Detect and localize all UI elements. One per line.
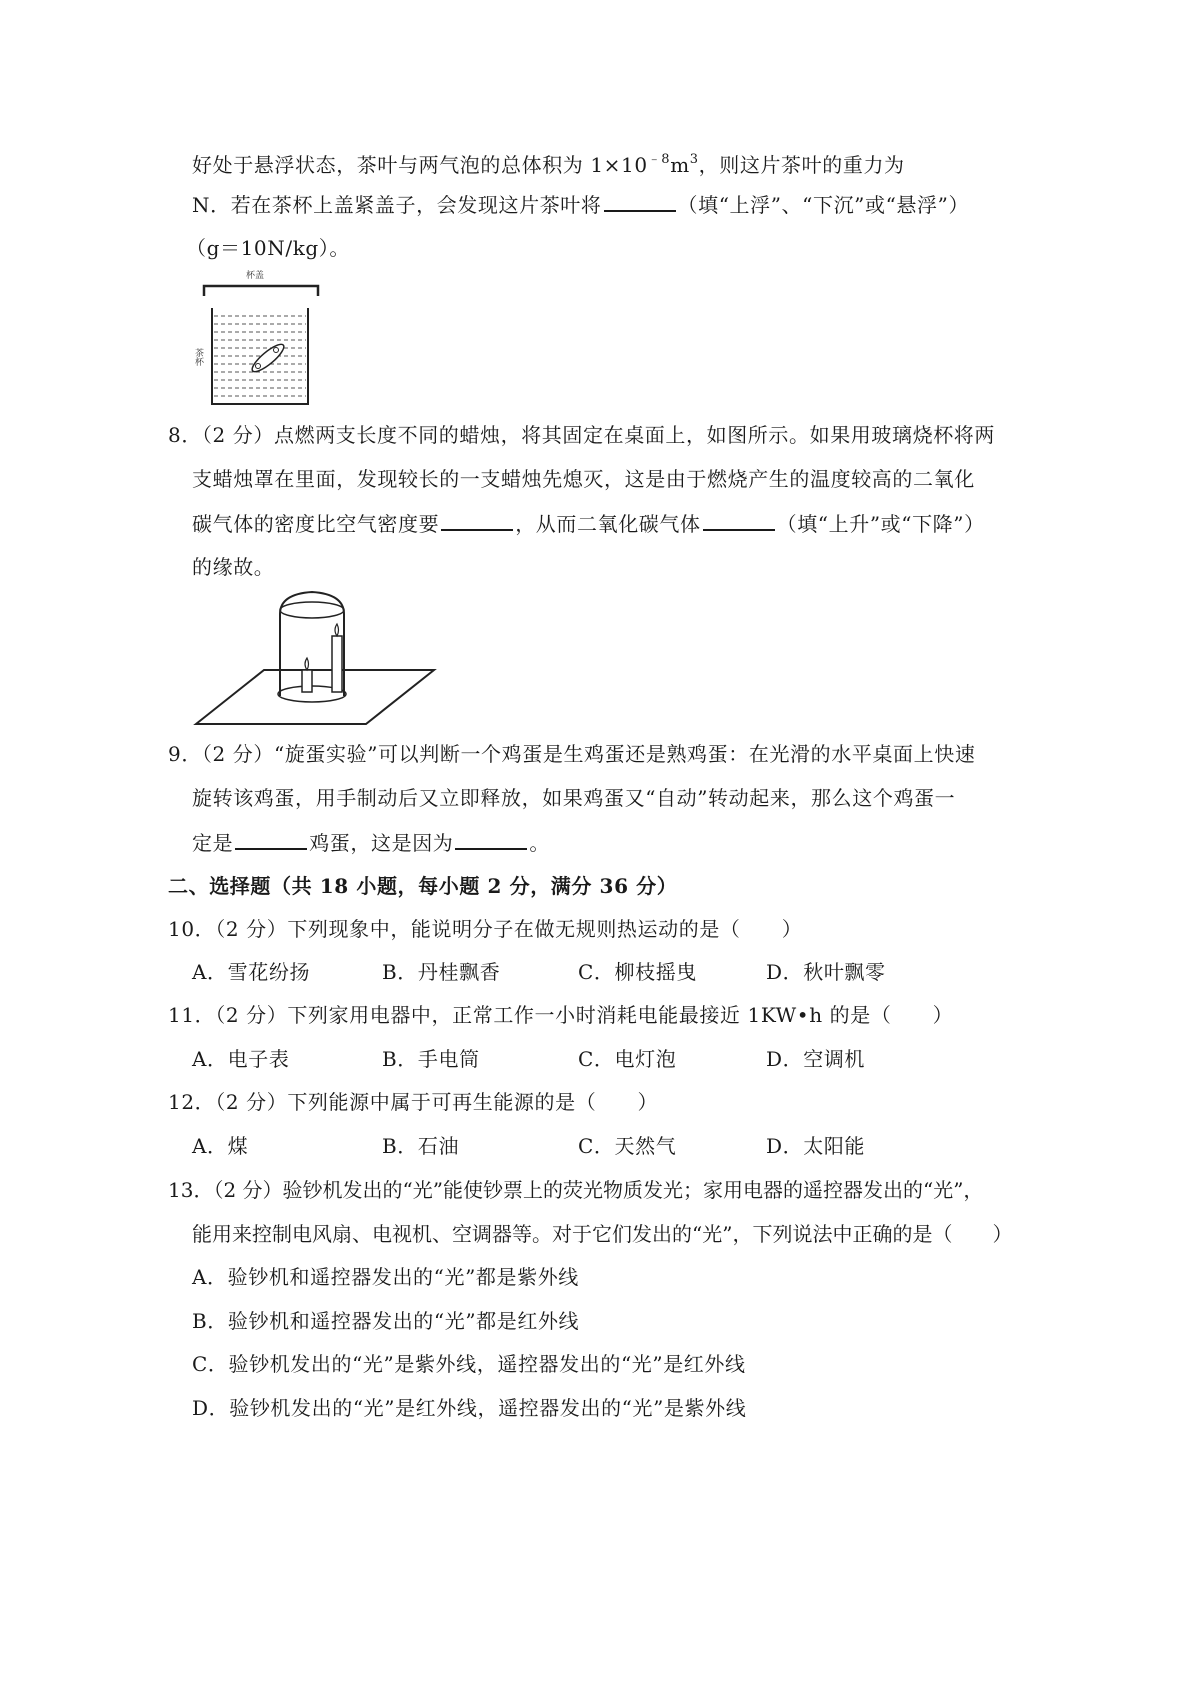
q7-text: ，则这片茶叶的重力为 [698,153,905,177]
q8-text: ，从而二氧化碳气体 [515,512,701,536]
q10-stem [168,915,802,943]
q9-text: 旋转该鸡蛋，用手制动后又立即释放，如果鸡蛋又“自动”转动起来，那么这个鸡蛋一 [192,786,956,810]
q7-text: （g＝10N/kg）。 [186,236,351,260]
tea-cup-figure [193,268,326,408]
q13-option-a[interactable]: A．验钞机和遥控器发出的“光”都是紫外线 [192,1265,579,1289]
flame-icon [305,658,309,670]
cup-label: 茶杯 [193,348,203,366]
q9-text: 。 [529,831,551,855]
unit: m [670,153,690,177]
q12-option-b[interactable]: B．石油 [382,1134,460,1158]
q10-option-b[interactable]: B．丹桂飘香 [382,960,501,984]
section-title: 二、选择题（共 18 小题，每小题 2 分，满分 36 分） [168,874,678,898]
q10-text: 10．（2 分）下列现象中，能说明分子在做无规则热运动的是（ ） [168,917,803,941]
q13-line-2 [192,1220,1012,1248]
answer-blank[interactable] [703,509,775,531]
flame-icon [335,624,339,636]
q13-option-b[interactable]: B．验钞机和遥控器发出的“光”都是红外线 [192,1309,580,1333]
lid-label: 杯盖 [246,271,265,281]
q12-option-a[interactable]: A．煤 [192,1134,249,1158]
q7-text: 好处于悬浮状态，茶叶与两气泡的总体积为 1×10 [192,153,648,177]
q13-text: 能用来控制电风扇、电视机、空调器等。对于它们发出的“光”，下列说法中正确的是（ ） [192,1222,1013,1246]
answer-blank[interactable] [235,828,307,850]
q7-text: N．若在茶杯上盖紧盖子，会发现这片茶叶将 [192,193,602,217]
q9-text: 鸡蛋，这是因为 [309,831,454,855]
exponent: 3 [689,152,699,167]
q8-line-4 [192,553,274,581]
q13-line-1 [168,1176,983,1204]
q12-stem [168,1088,658,1116]
q9-text: 定是 [192,831,234,855]
q10-option-a[interactable]: A．雪花纷扬 [192,960,311,984]
q13-text: 13．（2 分）验钞机发出的“光”能使钞票上的荧光物质发光；家用电器的遥控器发出的“光”， [168,1178,984,1202]
q12-option-c[interactable]: C．天然气 [578,1134,677,1158]
q9-line-1 [168,740,975,768]
q10-option-c[interactable]: C．柳枝摇曳 [578,960,697,984]
q11-stem [168,1001,953,1029]
q7-text: （填“上浮”、“下沉”或“悬浮”） [677,193,970,217]
exponent: ﹣8 [647,152,671,167]
q8-line-1 [168,421,995,449]
table-surface [196,670,434,724]
q11-option-d[interactable]: D．空调机 [766,1047,866,1071]
q8-text: 的缘故。 [192,555,275,579]
q8-text: （填“上升”或“下降”） [776,512,985,536]
q8-line-3 [192,509,985,538]
q9-line-2 [192,784,955,812]
answer-blank[interactable] [455,828,527,850]
q11-text: 11．（2 分）下列家用电器中，正常工作一小时消耗电能最接近 1KW•h 的是（ ） [168,1003,954,1027]
water-lines [214,316,306,396]
answer-blank[interactable] [441,509,513,531]
q11-option-a[interactable]: A．电子表 [192,1047,290,1071]
q7-line-2 [192,190,969,219]
q12-option-d[interactable]: D．太阳能 [766,1134,866,1158]
q9-text: 9．（2 分）“旋蛋实验”可以判断一个鸡蛋是生鸡蛋还是熟鸡蛋：在光滑的水平桌面上快速 [168,742,976,766]
cup-lid [204,286,318,296]
q7-line-1 [192,146,905,179]
beaker-top [280,602,344,618]
q13-option-c[interactable]: C．验钞机发出的“光”是紫外线，遥控器发出的“光”是红外线 [192,1352,746,1376]
q7-line-3 [186,234,350,262]
q12-text: 12．（2 分）下列能源中属于可再生能源的是（ ） [168,1090,659,1114]
q9-line-3 [192,828,550,857]
short-candle [302,670,312,692]
q10-option-d[interactable]: D．秋叶飘零 [766,960,886,984]
q8-text: 8．（2 分）点燃两支长度不同的蜡烛，将其固定在桌面上，如图所示。如果用玻璃烧杯将两 [168,423,996,447]
answer-blank[interactable] [604,190,676,212]
candles-figure [194,588,439,728]
section-heading [168,872,677,900]
q13-option-d[interactable]: D．验钞机发出的“光”是红外线，遥控器发出的“光”是紫外线 [192,1396,747,1420]
q11-option-b[interactable]: B．手电筒 [382,1047,480,1071]
tea-leaf [249,341,287,376]
q8-text: 碳气体的密度比空气密度要 [192,512,440,536]
tall-candle [332,636,342,692]
q11-option-c[interactable]: C．电灯泡 [578,1047,677,1071]
q8-text: 支蜡烛罩在里面，发现较长的一支蜡烛先熄灭，这是由于燃烧产生的温度较高的二氧化 [192,467,975,491]
q8-line-2 [192,465,975,493]
